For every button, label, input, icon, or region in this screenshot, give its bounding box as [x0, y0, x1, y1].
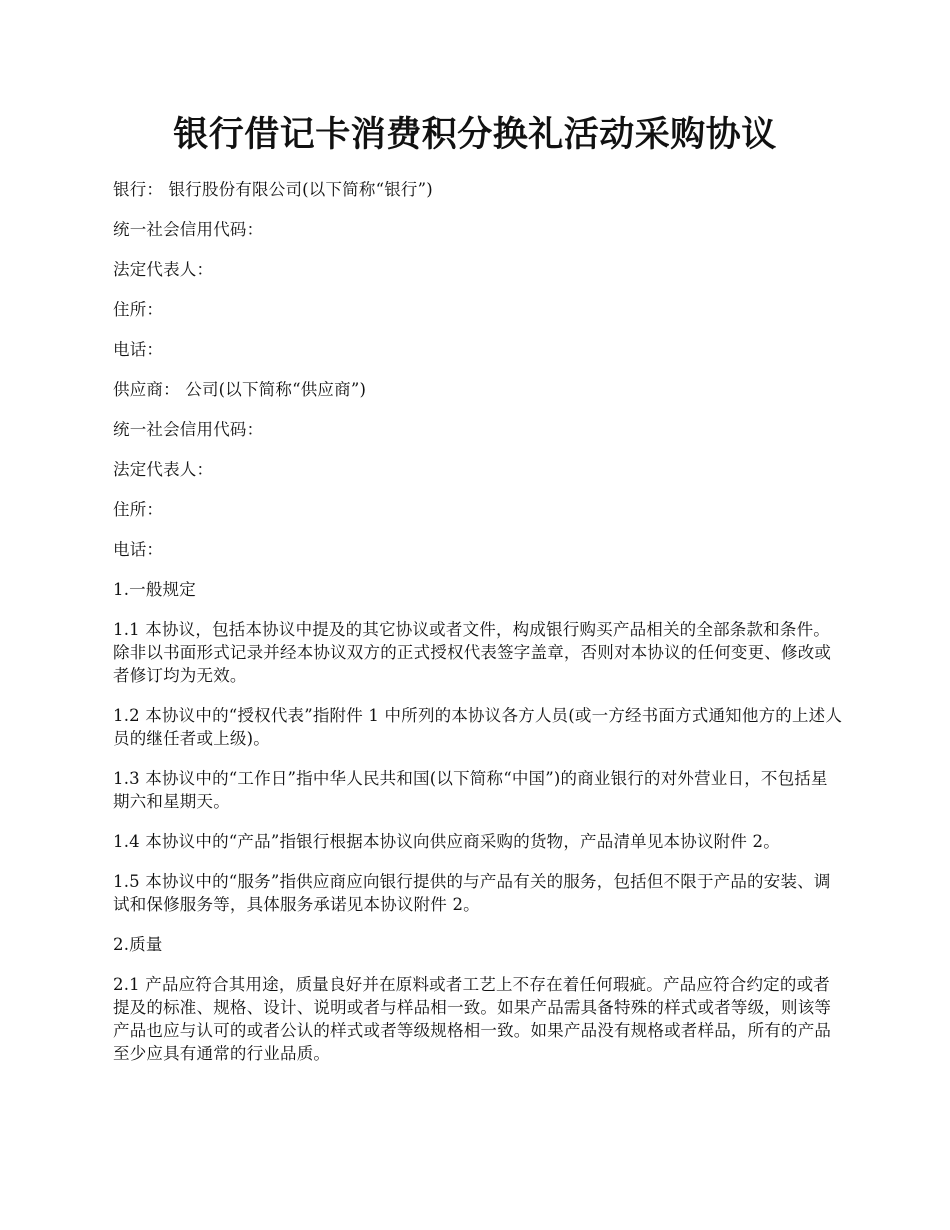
section-heading-general: 1.一般规定 — [113, 580, 196, 599]
supplier-address: 住所： — [113, 500, 164, 519]
bank-phone: 电话： — [113, 340, 164, 359]
clause-1-3: 1.3 本协议中的“工作日”指中华人民共和国(以下简称“中国”)的商业银行的对外营业日，不包括星期六和星期天。 — [113, 769, 828, 811]
clause-1-2: 1.2 本协议中的“授权代表”指附件 1 中所列的本协议各方人员(或一方经书面方式通知他方的上述人员的继任者或上级)。 — [113, 706, 843, 748]
bank-credit-code: 统一社会信用代码： — [113, 220, 264, 239]
party-supplier: 供应商： 公司(以下简称“供应商”) — [113, 380, 367, 399]
supplier-legal-rep: 法定代表人： — [113, 460, 214, 479]
section-heading-quality: 2.质量 — [113, 935, 163, 954]
bank-address: 住所： — [113, 300, 164, 319]
supplier-phone: 电话： — [113, 540, 164, 559]
clause-2-1: 2.1 产品应符合其用途，质量良好并在原料或者工艺上不存在着任何瑕疵。产品应符合约定的或者提及的标准、规格、设计、说明或者与样品相一致。如果产品需具备特殊的样式或者等级，则该等产品也应与认可的或者公认的样式或者等级规格相一致。如果产品没有规格或者样品，所有的产品至少应具有通常的行业品质。 — [113, 975, 832, 1063]
document-body — [113, 178, 843, 1082]
party-bank: 银行： 银行股份有限公司(以下简称“银行”) — [113, 180, 433, 199]
supplier-credit-code: 统一社会信用代码： — [113, 420, 264, 439]
document-title: 银行借记卡消费积分换礼活动采购协议 — [173, 114, 777, 155]
clause-1-4: 1.4 本协议中的“产品”指银行根据本协议向供应商采购的货物，产品清单见本协议附件 2。 — [113, 832, 780, 851]
clause-1-1: 1.1 本协议，包括本协议中提及的其它协议或者文件，构成银行购买产品相关的全部条款和条件。除非以书面形式记录并经本协议双方的正式授权代表签字盖章，否则对本协议的任何变更、修改或者修订均为无效。 — [113, 620, 832, 685]
clause-1-5: 1.5 本协议中的“服务”指供应商应向银行提供的与产品有关的服务，包括但不限于产品的安装、调试和保修服务等，具体服务承诺见本协议附件 2。 — [113, 872, 831, 914]
bank-legal-rep: 法定代表人： — [113, 260, 214, 279]
